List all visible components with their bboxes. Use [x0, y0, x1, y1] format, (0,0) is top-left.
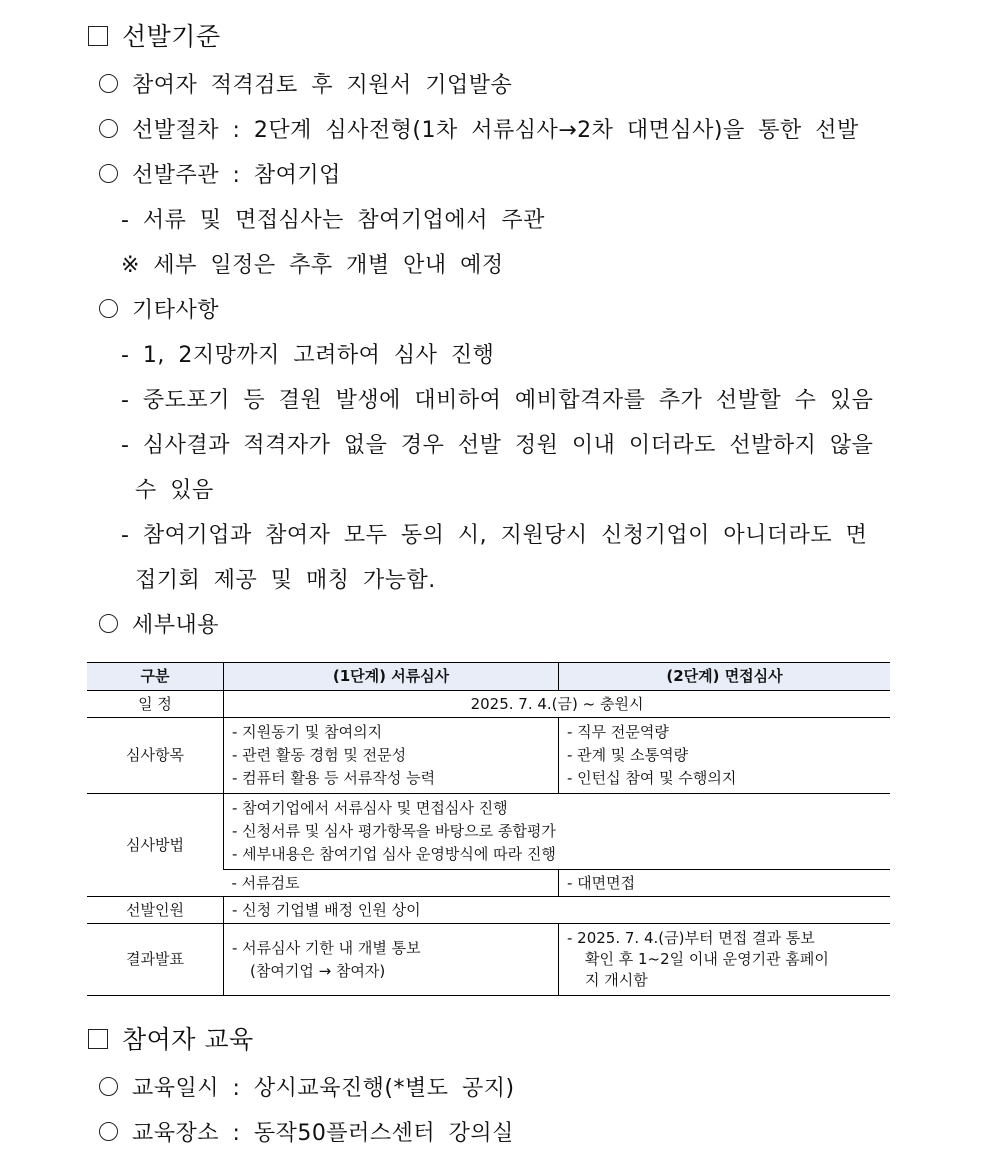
bullet-item	[99, 1074, 515, 1104]
square-bullet-icon	[88, 26, 108, 46]
cell-text: - 2025. 7. 4.(금)부터 면접 결과 통보	[567, 929, 815, 947]
section-title: 선발기준	[122, 22, 221, 51]
table-row-criteria	[87, 718, 890, 794]
cell-text: - 관계 및 소통역량	[567, 746, 689, 764]
section-heading-education	[88, 1025, 254, 1055]
table-header-row	[87, 663, 890, 691]
bullet-text: 참여자 적격검토 후 지원서 기업발송	[132, 73, 513, 98]
note-schedule: ※ 세부 일정은 추후 개별 안내 예정	[121, 253, 504, 278]
method-stage2: - 대면면접	[559, 870, 891, 897]
cell-text: - 신청서류 및 심사 평가항목을 바탕으로 종합평가	[232, 822, 556, 840]
circle-bullet-icon	[99, 119, 118, 138]
result-stage1	[224, 924, 559, 996]
row-label: 심사방법	[87, 794, 224, 897]
bullet-text: 세부내용	[132, 613, 220, 638]
cell-text: - 인턴십 참여 및 수행의지	[567, 769, 737, 787]
bullet-text: 선발절차 : 2단계 심사전형(1차 서류심사→2차 대면심사)을 통한 선발	[132, 118, 859, 143]
cell-text: (참여기업 → 참여자)	[250, 961, 386, 980]
etc-item-continued: 수 있음	[135, 478, 214, 503]
square-bullet-icon	[88, 1029, 108, 1049]
result-stage2	[559, 924, 891, 996]
row-label: 심사항목	[87, 718, 224, 794]
circle-bullet-icon	[99, 614, 118, 633]
bullet-item	[99, 116, 859, 146]
criteria-stage2	[559, 718, 891, 794]
etc-item: - 1, 2지망까지 고려하여 심사 진행	[121, 343, 495, 368]
method-common	[224, 794, 891, 870]
etc-item: - 참여기업과 참여자 모두 동의 시, 지원당시 신청기업이 아니더라도 면	[121, 523, 868, 548]
cell-text: - 직무 전문역량	[567, 723, 669, 741]
schedule-value: 2025. 7. 4.(금) ~ 충원시	[224, 691, 891, 718]
bullet-text: 교육장소 : 동작50플러스센터 강의실	[132, 1121, 514, 1146]
etc-item: - 중도포기 등 결원 발생에 대비하여 예비합격자를 추가 선발할 수 있음	[121, 388, 874, 413]
cell-text: - 참여기업에서 서류심사 및 면접심사 진행	[232, 799, 508, 817]
criteria-stage1	[224, 718, 559, 794]
bullet-item	[99, 161, 341, 191]
cell-text: - 지원동기 및 참여의지	[232, 723, 383, 741]
circle-bullet-icon	[99, 164, 118, 183]
bullet-item	[99, 71, 512, 101]
bullet-text: 선발주관 : 참여기업	[132, 163, 341, 188]
bullet-text: 교육일시 : 상시교육진행(*별도 공지)	[132, 1076, 515, 1101]
cell-text: - 컴퓨터 활용 등 서류작성 능력	[232, 769, 436, 787]
bullet-item	[99, 1119, 514, 1149]
selection-detail-table	[87, 662, 890, 996]
bullet-text: 기타사항	[132, 298, 220, 323]
table-row-schedule	[87, 691, 890, 718]
circle-bullet-icon	[99, 299, 118, 318]
headcount-value: - 신청 기업별 배정 인원 상이	[224, 897, 891, 924]
table-row-headcount	[87, 897, 890, 924]
cell-text: - 서류심사 기한 내 개별 통보	[232, 938, 421, 957]
row-label: 일 정	[87, 691, 224, 718]
circle-bullet-icon	[99, 1122, 118, 1141]
cell-text: 지 개시함	[585, 971, 648, 989]
sub-item-organizer: - 서류 및 면접심사는 참여기업에서 주관	[121, 208, 545, 233]
section-heading-selection-criteria	[88, 22, 221, 52]
table-row-result	[87, 924, 890, 996]
cell-text: - 세부내용은 참여기업 심사 운영방식에 따라 진행	[232, 845, 556, 863]
etc-item-continued: 접기회 제공 및 매칭 가능함.	[135, 568, 436, 593]
section-title: 참여자 교육	[122, 1025, 254, 1054]
header-category: 구분	[87, 663, 224, 691]
table-row-method	[87, 794, 890, 870]
method-stage1: - 서류검토	[224, 870, 559, 897]
header-stage1: (1단계) 서류심사	[224, 663, 559, 691]
header-stage2: (2단계) 면접심사	[559, 663, 891, 691]
bullet-item-details	[99, 611, 219, 641]
bullet-item-etc	[99, 296, 219, 326]
cell-text: - 관련 활동 경험 및 전문성	[232, 746, 407, 764]
circle-bullet-icon	[99, 74, 118, 93]
row-label: 결과발표	[87, 924, 224, 996]
row-label: 선발인원	[87, 897, 224, 924]
cell-text: 확인 후 1~2일 이내 운영기관 홈페이	[585, 950, 829, 968]
circle-bullet-icon	[99, 1077, 118, 1096]
etc-item: - 심사결과 적격자가 없을 경우 선발 정원 이내 이더라도 선발하지 않을	[121, 433, 874, 458]
